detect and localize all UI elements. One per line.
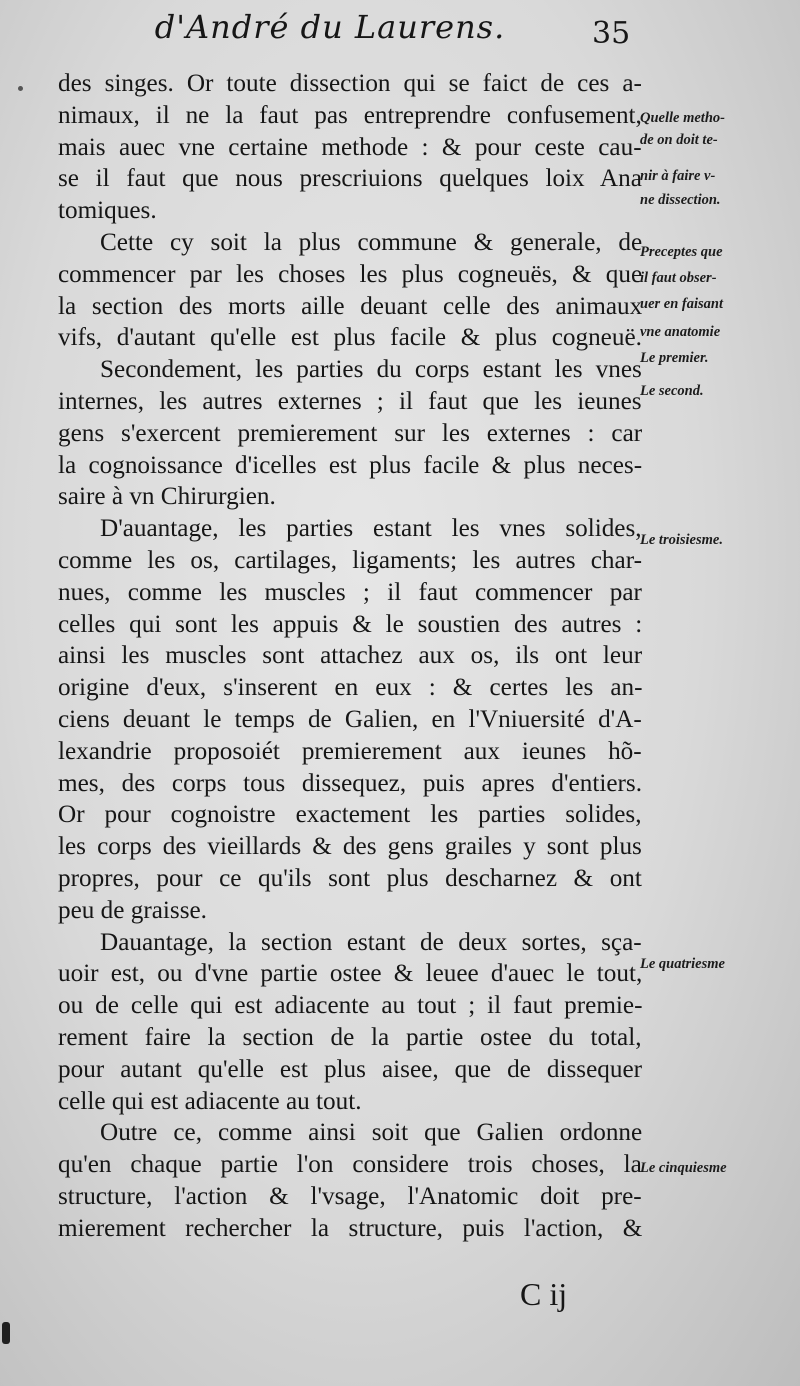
text-line: des singes. Or toute dissection qui se faict de ces a- [58, 70, 642, 97]
margin-note: Quelle metho- [640, 110, 725, 126]
margin-note: Le troisiesme. [640, 532, 723, 548]
text-line: Dauantage, la section estant de deux sortes, sça- [100, 928, 642, 956]
text-line: celle qui est adiacente au tout. [58, 1087, 362, 1115]
text-line: ainsi les muscles sont attachez aux os, ils ont leur [58, 642, 643, 670]
text-line: structure, l'action & l'vsage, l'Anatomic doit pre- [58, 1182, 642, 1210]
text-line: gens s'exercent premierement sur les externes : car [58, 419, 643, 447]
text-line: mes, des corps tous dissequez, puis apres d'entiers. [58, 769, 642, 797]
text-line: qu'en chaque partie l'on considere trois choses, la [58, 1151, 642, 1179]
text-line: pour autant qu'elle est plus aisee, que de dissequer [58, 1055, 643, 1083]
margin-note: Le premier. [640, 350, 709, 366]
margin-note: ne dissection. [640, 192, 721, 208]
margin-note: Le second. [640, 383, 704, 399]
edge-blot [2, 1322, 10, 1344]
text-line: Outre ce, comme ainsi soit que Galien ordonne [100, 1119, 643, 1147]
text-line: comme les os, cartilages, ligaments; les autres char- [58, 546, 642, 574]
text-line: tomiques. [58, 197, 157, 225]
text-line: nimaux, il ne la faut pas entreprendre confusement, [58, 101, 642, 129]
margin-note: Preceptes que [640, 244, 723, 260]
text-line: la section des morts aille deuant celle des animaux [58, 292, 643, 320]
page-number: 35 [592, 16, 631, 51]
text-line: Secondement, les parties du corps estant les vnes [100, 356, 642, 384]
text-line: la cognoissance d'icelles est plus facile & plus neces- [58, 451, 643, 479]
text-line: celles qui sont les appuis & le soustien des autres : [58, 610, 643, 638]
text-line: mais auec vne certaine methode : & pour ceste cau- [58, 133, 642, 161]
running-header: d'André du Laurens. [154, 8, 506, 46]
text-line: peu de graisse. [58, 896, 207, 924]
text-line: rement faire la section de la partie ostee du total, [58, 1023, 642, 1051]
text-line: propres, pour ce qu'ils sont plus descharnez & ont [58, 864, 642, 892]
text-line: nues, comme les muscles ; il faut commencer par [58, 578, 642, 606]
text-line: uoir est, ou d'vne partie ostee & leuee d'auec le tout, [58, 960, 643, 988]
text-line: Cette cy soit la plus commune & generale, de [100, 228, 643, 256]
text-line: Or pour cognoistre exactement les parties solides, [58, 801, 642, 829]
margin-note: uer en faisant [640, 296, 723, 312]
text-line: saire à vn Chirurgien. [58, 483, 276, 511]
text-line: se il faut que nous prescriuions quelques loix Ana [58, 165, 642, 193]
text-line: ou de celle qui est adiacente au tout ; il faut premie- [58, 992, 643, 1020]
text-line: vifs, d'autant qu'elle est plus facile & plus cogneuë. [58, 324, 642, 352]
text-line: origine d'eux, s'inserent en eux : & certes les an- [58, 674, 643, 702]
text-line: D'auantage, les parties estant les vnes solides, [100, 515, 642, 543]
text-line: mierement rechercher la structure, puis l'action, & [58, 1214, 643, 1242]
margin-note: vne anatomie [640, 324, 721, 340]
margin-note: il faut obser- [640, 270, 717, 286]
text-line: ciens deuant le temps de Galien, en l'Vniuersité d'A- [58, 705, 642, 733]
margin-note: nir à faire v- [640, 168, 716, 184]
text-line: les corps des vieillards & des gens grailes y sont plus [58, 833, 642, 861]
signature-mark: C ij [520, 1276, 568, 1312]
margin-notes [640, 0, 800, 1386]
body-text [58, 68, 648, 1244]
margin-note: Le cinquiesme [640, 1160, 727, 1176]
text-line: internes, les autres externes ; il faut que les ieunes [58, 387, 642, 415]
ink-dot [18, 86, 23, 91]
text-line: lexandrie proposoiét premierement aux ieunes hõ- [58, 737, 642, 765]
margin-note: de on doit te- [640, 132, 718, 148]
text-line: commencer par les choses les plus cogneuës, & que [58, 260, 643, 288]
margin-note: Le quatriesme [640, 956, 725, 972]
